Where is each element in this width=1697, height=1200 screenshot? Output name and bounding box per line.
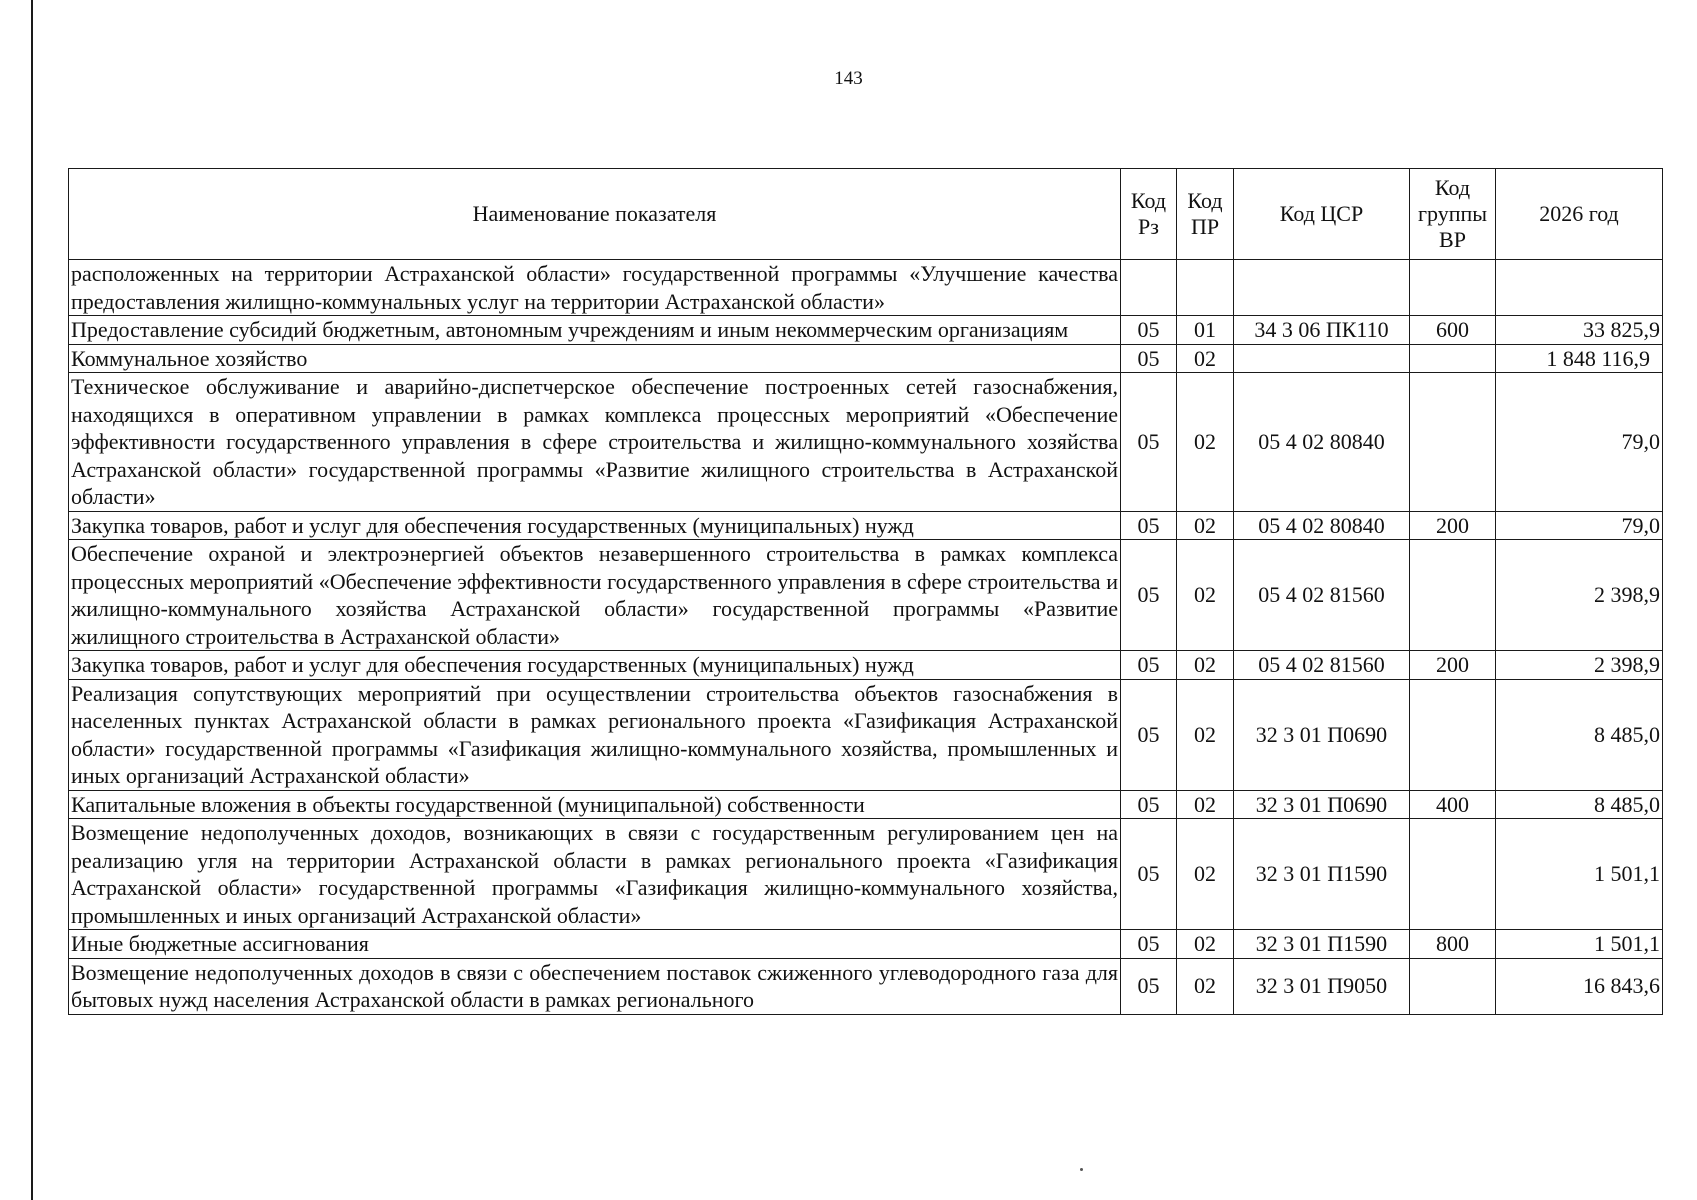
table-row [69, 511, 1663, 540]
row-vr: 200 [1410, 651, 1496, 680]
left-margin-line [31, 0, 33, 1200]
row-vr [1410, 958, 1496, 1014]
row-vr [1410, 540, 1496, 651]
row-vr [1410, 260, 1496, 316]
table-row [69, 819, 1663, 930]
row-csr: 34 3 06 ПК110 [1234, 316, 1410, 345]
scan-speck [1080, 1168, 1083, 1171]
row-csr: 05 4 02 80840 [1234, 373, 1410, 512]
row-name: Коммунальное хозяйство [69, 344, 1121, 373]
row-pr [1177, 260, 1234, 316]
row-pr: 02 [1177, 958, 1234, 1014]
row-amount: 79,0 [1496, 373, 1663, 512]
row-pr: 02 [1177, 679, 1234, 790]
row-vr: 600 [1410, 316, 1496, 345]
table-header-row [69, 169, 1663, 260]
row-pr: 02 [1177, 373, 1234, 512]
table-row [69, 540, 1663, 651]
row-name: Иные бюджетные ассигнования [69, 930, 1121, 959]
row-rz: 05 [1121, 930, 1177, 959]
row-amount: 79,0 [1496, 511, 1663, 540]
row-vr [1410, 344, 1496, 373]
row-csr: 32 3 01 П9050 [1234, 958, 1410, 1014]
row-rz: 05 [1121, 540, 1177, 651]
table-row [69, 930, 1663, 959]
row-amount: 8 485,0 [1496, 679, 1663, 790]
row-rz: 05 [1121, 790, 1177, 819]
row-amount: 16 843,6 [1496, 958, 1663, 1014]
table-row [69, 958, 1663, 1014]
row-csr: 32 3 01 П1590 [1234, 930, 1410, 959]
table-row [69, 651, 1663, 680]
row-vr: 200 [1410, 511, 1496, 540]
row-name: расположенных на территории Астраханской области» государственной программы «Улучшение качества предоставления жилищно-коммунальных услуг на территории Астраханской области» [69, 260, 1121, 316]
row-pr: 02 [1177, 790, 1234, 819]
row-rz: 05 [1121, 373, 1177, 512]
row-name: Закупка товаров, работ и услуг для обеспечения государственных (муниципальных) нужд [69, 651, 1121, 680]
row-vr [1410, 819, 1496, 930]
row-pr: 02 [1177, 344, 1234, 373]
row-csr: 32 3 01 П0690 [1234, 679, 1410, 790]
row-amount [1496, 260, 1663, 316]
header-vr: Код группы ВР [1410, 169, 1496, 260]
page-number: 143 [834, 68, 863, 89]
row-name: Капитальные вложения в объекты государственной (муниципальной) собственности [69, 790, 1121, 819]
row-amount: 8 485,0 [1496, 790, 1663, 819]
row-name: Обеспечение охраной и электроэнергией объектов незавершенного строительства в рамках комплекса процессных мероприятий «Обеспечение эффективности государственного управления в сфере строительства и жилищно-коммунального хозяйства Астраханской области» государственной программы «Развитие жилищного строительства в Астраханской области» [69, 540, 1121, 651]
row-name: Возмещение недополученных доходов в связи с обеспечением поставок сжиженного углеводородного газа для бытовых нужд населения Астраханской области в рамках регионального [69, 958, 1121, 1014]
row-amount: 1 501,1 [1496, 930, 1663, 959]
row-name: Техническое обслуживание и аварийно-диспетчерское обеспечение построенных сетей газоснабжения, находящихся в оперативном управлении в рамках комплекса процессных мероприятий «Обеспечение эффективности государственного управления в сфере строительства и жилищно-коммунального хозяйства Астраханской области» государственной программы «Развитие жилищного строительства в Астраханской области» [69, 373, 1121, 512]
row-pr: 02 [1177, 511, 1234, 540]
table-row [69, 790, 1663, 819]
row-rz: 05 [1121, 651, 1177, 680]
row-name: Предоставление субсидий бюджетным, автономным учреждениям и иным некоммерческим организациям [69, 316, 1121, 345]
row-vr: 800 [1410, 930, 1496, 959]
row-csr [1234, 260, 1410, 316]
row-csr [1234, 344, 1410, 373]
header-name: Наименование показателя [69, 169, 1121, 260]
header-csr: Код ЦСР [1234, 169, 1410, 260]
table-row [69, 260, 1663, 316]
header-year: 2026 год [1496, 169, 1663, 260]
row-amount: 33 825,9 [1496, 316, 1663, 345]
table-row [69, 679, 1663, 790]
table-row [69, 373, 1663, 512]
budget-table [68, 168, 1663, 1015]
row-rz: 05 [1121, 958, 1177, 1014]
row-amount: 2 398,9 [1496, 540, 1663, 651]
header-pr: Код ПР [1177, 169, 1234, 260]
row-csr: 05 4 02 81560 [1234, 540, 1410, 651]
row-csr: 05 4 02 80840 [1234, 511, 1410, 540]
header-rz: Код Рз [1121, 169, 1177, 260]
row-amount: 1 848 116,9 [1496, 344, 1663, 373]
row-pr: 02 [1177, 819, 1234, 930]
row-pr: 01 [1177, 316, 1234, 345]
row-pr: 02 [1177, 651, 1234, 680]
table-row [69, 316, 1663, 345]
row-name: Возмещение недополученных доходов, возникающих в связи с государственным регулированием цен на реализацию угля на территории Астраханской области в рамках регионального проекта «Газификация Астраханской области» государственной программы «Газификация жилищно-коммунального хозяйства, промышленных и иных организаций Астраханской области» [69, 819, 1121, 930]
row-vr: 400 [1410, 790, 1496, 819]
row-amount: 1 501,1 [1496, 819, 1663, 930]
row-name: Реализация сопутствующих мероприятий при осуществлении строительства объектов газоснабжения в населенных пунктах Астраханской области в рамках регионального проекта «Газификация Астраханской области» государственной программы «Газификация жилищно-коммунального хозяйства, промышленных и иных организаций Астраханской области» [69, 679, 1121, 790]
row-csr: 32 3 01 П0690 [1234, 790, 1410, 819]
row-csr: 32 3 01 П1590 [1234, 819, 1410, 930]
row-rz: 05 [1121, 316, 1177, 345]
row-rz: 05 [1121, 511, 1177, 540]
row-rz: 05 [1121, 819, 1177, 930]
row-amount: 2 398,9 [1496, 651, 1663, 680]
row-pr: 02 [1177, 540, 1234, 651]
table-row [69, 344, 1663, 373]
row-csr: 05 4 02 81560 [1234, 651, 1410, 680]
row-pr: 02 [1177, 930, 1234, 959]
row-vr [1410, 679, 1496, 790]
row-rz: 05 [1121, 679, 1177, 790]
row-rz [1121, 260, 1177, 316]
row-rz: 05 [1121, 344, 1177, 373]
row-vr [1410, 373, 1496, 512]
row-name: Закупка товаров, работ и услуг для обеспечения государственных (муниципальных) нужд [69, 511, 1121, 540]
